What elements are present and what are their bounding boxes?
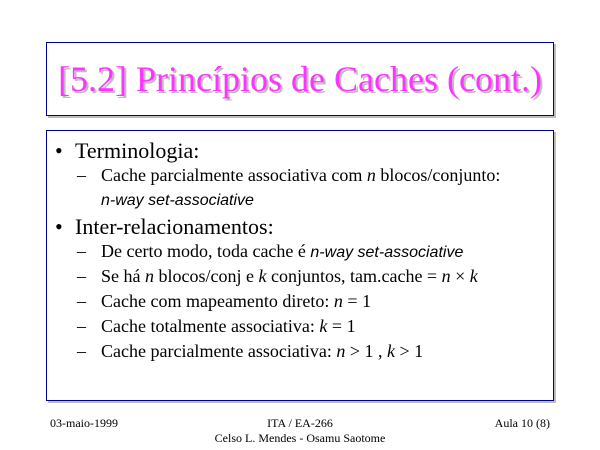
bullet-label: Inter-relacionamentos: [75,214,274,239]
slide-title: [5.2] Princípios de Caches (cont.) [58,59,542,99]
sub-item-terminologia: – Cache parcialmente associativa com n blocos/conjunto: [77,165,501,185]
footer-course: ITA / EA-266 [267,416,333,430]
sub-item: – Se há n blocos/conj e k conjuntos, tam.cache = n × k [77,266,478,286]
bullet-inter-relacionamentos [55,215,274,239]
title-box [46,42,554,116]
dash-icon: – [77,291,86,311]
dash-icon: – [77,266,86,286]
footer-lesson: Aula 10 (8) [494,416,550,430]
sub-item: – Cache com mapeamento direto: n = 1 [77,291,372,311]
bullet-dot-icon: • [55,214,63,239]
sub-item: – Cache parcialmente associativa: n > 1 , k > 1 [77,341,424,361]
content-box [46,130,554,401]
sub-item: – De certo modo, toda cache é n-way set-associative [77,241,464,261]
dash-icon: – [77,316,86,336]
bullet-terminologia [55,139,199,163]
dash-icon: – [77,241,86,261]
dash-icon: – [77,165,86,185]
footer-authors: Celso L. Mendes - Osamu Saotome [214,431,386,445]
footer-date: 03-maio-1999 [50,416,118,430]
dash-icon: – [77,341,86,361]
bullet-dot-icon: • [55,138,63,163]
sub-item-continuation: n-way set-associative [101,192,254,209]
sub-item: – Cache totalmente associativa: k = 1 [77,316,356,336]
bullet-label: Terminologia: [75,138,200,163]
